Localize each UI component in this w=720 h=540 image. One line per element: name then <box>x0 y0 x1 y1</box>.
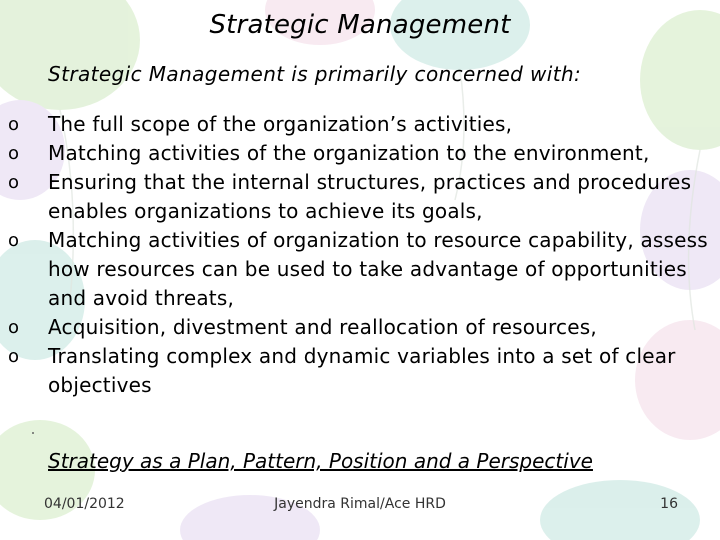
bullet-marker: o <box>8 230 20 251</box>
strategy-link[interactable]: Strategy as a Plan, Pattern, Position and a Perspective <box>48 449 593 473</box>
bullet-marker: o <box>8 143 20 164</box>
list-item <box>0 139 720 168</box>
bullet-marker: o <box>8 172 20 193</box>
list-item <box>0 168 720 226</box>
bullet-list <box>0 110 720 400</box>
bullet-text: Matching activities of the organization to the environment, <box>48 141 650 165</box>
bullet-marker: o <box>8 346 20 367</box>
list-item <box>0 342 720 400</box>
intro-text: Strategic Management is primarily concerned with: <box>48 62 582 86</box>
bullet-text: The full scope of the organization’s activities, <box>48 112 513 136</box>
footer-date: 04/01/2012 <box>44 496 125 512</box>
bullet-marker: o <box>8 317 20 338</box>
list-item <box>0 313 720 342</box>
bullet-text: Matching activities of organization to resource capability, assess how resources can be used to take advantage of opportunities and avoid threats, <box>48 228 708 310</box>
slide-title: Strategic Management <box>209 10 511 40</box>
bullet-marker: o <box>8 114 20 135</box>
footer-author: Jayendra Rimal/Ace HRD <box>274 496 446 512</box>
bullet-text: Ensuring that the internal structures, practices and procedures enables organizations to achieve its goals, <box>48 170 692 223</box>
bullet-text: Acquisition, divestment and reallocation of resources, <box>48 315 597 339</box>
list-item <box>0 226 720 313</box>
bullet-text: Translating complex and dynamic variables into a set of clear objectives <box>48 344 676 397</box>
footer-page-number: 16 <box>660 496 678 512</box>
list-item <box>0 110 720 139</box>
small-dot <box>32 432 34 434</box>
